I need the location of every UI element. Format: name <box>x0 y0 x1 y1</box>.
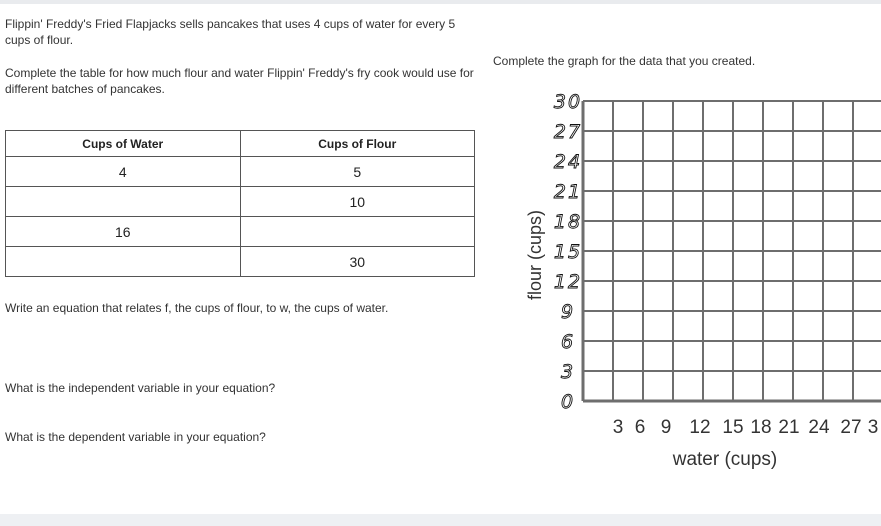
x-tick-label: 3 <box>867 417 879 438</box>
y-tick-label: 18 <box>553 211 583 233</box>
top-divider <box>0 0 881 4</box>
table-cell-water[interactable]: 4 <box>6 157 241 187</box>
question-dependent-variable: What is the dependent variable in your equation? <box>5 430 266 444</box>
y-tick-label: 9 <box>560 301 576 323</box>
x-tick-label: 9 <box>660 417 672 438</box>
y-tick-label: 30 <box>553 91 583 113</box>
y-tick-label: 24 <box>553 151 583 173</box>
table-row <box>6 157 475 187</box>
x-tick-label: 6 <box>634 417 646 438</box>
y-tick-label: 12 <box>553 271 583 293</box>
x-axis-label: water (cups) <box>672 449 778 470</box>
problem-intro: Flippin' Freddy's Fried Flapjacks sells pancakes that uses 4 cups of water for every 5 cups of flour. <box>5 17 456 47</box>
x-tick-label: 27 <box>840 417 862 438</box>
table-cell-flour[interactable] <box>240 217 475 247</box>
x-tick-label: 24 <box>808 417 830 438</box>
question-equation: Write an equation that relates f, the cups of flour, to w, the cups of water. <box>5 301 389 315</box>
ratio-table <box>5 130 475 277</box>
x-tick-label: 21 <box>778 417 800 438</box>
x-tick-label: 3 <box>612 417 624 438</box>
x-tick-label: 12 <box>689 417 711 438</box>
coordinate-grid[interactable] <box>510 85 881 475</box>
table-cell-water[interactable] <box>6 187 241 217</box>
table-row <box>6 187 475 217</box>
y-axis-handwritten-labels <box>554 91 582 413</box>
question-independent-variable: What is the independent variable in your equation? <box>5 381 276 395</box>
x-tick-label: 18 <box>750 417 772 438</box>
table-header-row <box>6 131 475 157</box>
y-tick-label: 21 <box>553 181 583 203</box>
bottom-bar <box>0 514 881 526</box>
table-row <box>6 217 475 247</box>
table-cell-flour[interactable]: 10 <box>240 187 475 217</box>
graph-instruction: Complete the graph for the data that you created. <box>493 54 756 68</box>
y-axis-label: flour (cups) <box>525 209 545 301</box>
grid-lines <box>583 101 881 401</box>
table-cell-flour[interactable]: 5 <box>240 157 475 187</box>
table-cell-water[interactable]: 16 <box>6 217 241 247</box>
table-row <box>6 247 475 277</box>
y-tick-label: 3 <box>560 361 576 383</box>
x-tick-label: 15 <box>722 417 744 438</box>
table-cell-flour[interactable]: 30 <box>240 247 475 277</box>
column-header-flour: Cups of Flour <box>240 131 475 157</box>
y-tick-label: 15 <box>553 241 583 263</box>
y-tick-label: 0 <box>560 391 576 413</box>
y-tick-label: 6 <box>560 331 576 353</box>
table-instruction: Complete the table for how much flour and water Flippin' Freddy's fry cook would use for different batches of pancakes. <box>5 66 474 96</box>
column-header-water: Cups of Water <box>6 131 241 157</box>
x-axis-tick-labels <box>613 417 879 438</box>
table-cell-water[interactable] <box>6 247 241 277</box>
y-tick-label: 27 <box>553 121 583 143</box>
